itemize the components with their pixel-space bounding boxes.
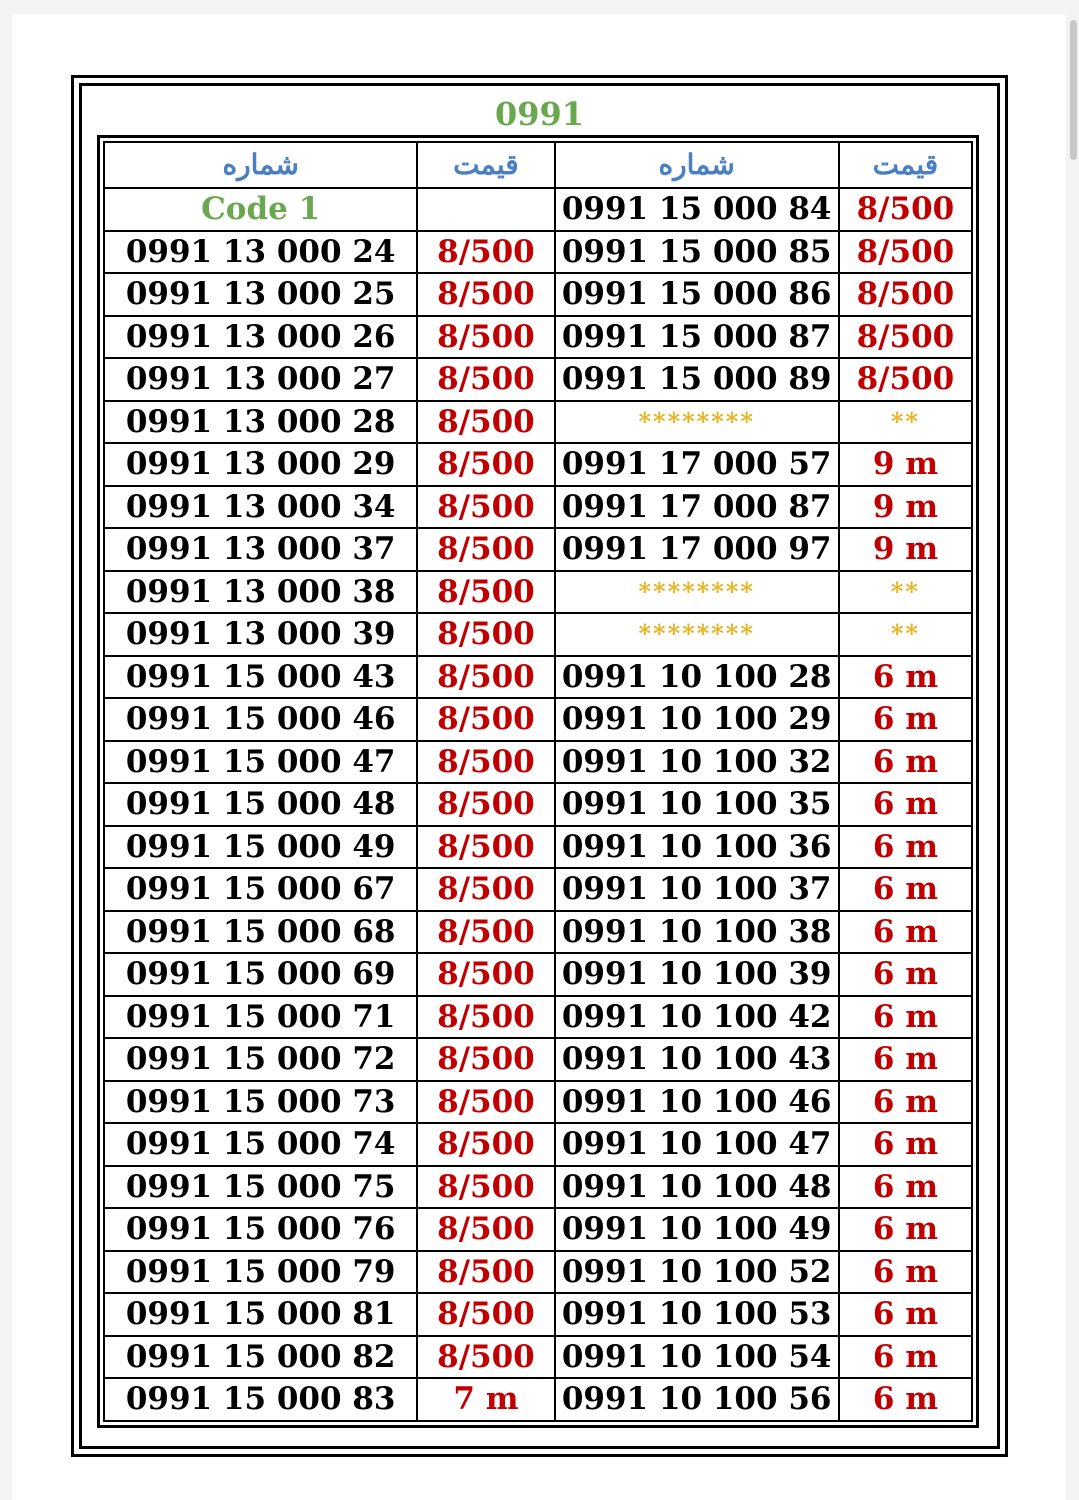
phone-number-right: 0991 10 100 56 bbox=[555, 1378, 839, 1421]
placeholder-stars-price: ** bbox=[839, 613, 972, 656]
price-left: 8/500 bbox=[417, 401, 554, 444]
table-row bbox=[104, 868, 972, 911]
placeholder-stars-price: ** bbox=[839, 401, 972, 444]
table-row bbox=[104, 656, 972, 699]
phone-number-right: 0991 10 100 32 bbox=[555, 741, 839, 784]
table-body bbox=[104, 188, 972, 1421]
table-row bbox=[104, 486, 972, 529]
table-row bbox=[104, 528, 972, 571]
phone-number-left: 0991 13 000 27 bbox=[104, 358, 417, 401]
table-row bbox=[104, 783, 972, 826]
placeholder-stars: ******** bbox=[555, 401, 839, 444]
phone-number-left: 0991 13 000 28 bbox=[104, 401, 417, 444]
price-right: 6 m bbox=[839, 1038, 972, 1081]
price-right: 6 m bbox=[839, 826, 972, 869]
price-right: 6 m bbox=[839, 1378, 972, 1421]
price-right: 6 m bbox=[839, 1336, 972, 1379]
price-left: 8/500 bbox=[417, 1208, 554, 1251]
price-right: 6 m bbox=[839, 1251, 972, 1294]
price-left: 8/500 bbox=[417, 1081, 554, 1124]
price-right: 8/500 bbox=[839, 316, 972, 359]
price-left: 8/500 bbox=[417, 656, 554, 699]
phone-number-right: 0991 10 100 48 bbox=[555, 1166, 839, 1209]
phone-number-right: 0991 17 000 97 bbox=[555, 528, 839, 571]
phone-number-left: 0991 13 000 37 bbox=[104, 528, 417, 571]
price-right: 6 m bbox=[839, 656, 972, 699]
phone-number-left: 0991 15 000 73 bbox=[104, 1081, 417, 1124]
phone-number-right: 0991 10 100 52 bbox=[555, 1251, 839, 1294]
price-table bbox=[103, 141, 973, 1422]
phone-number-left: 0991 15 000 83 bbox=[104, 1378, 417, 1421]
phone-number-right: 0991 10 100 29 bbox=[555, 698, 839, 741]
phone-number-left: 0991 15 000 49 bbox=[104, 826, 417, 869]
price-left: 8/500 bbox=[417, 1293, 554, 1336]
table-row bbox=[104, 443, 972, 486]
table-row bbox=[104, 1208, 972, 1251]
header-price-right: قیمت bbox=[839, 142, 972, 188]
page-title: 0991 bbox=[494, 95, 585, 133]
table-row bbox=[104, 273, 972, 316]
table-row bbox=[104, 826, 972, 869]
price-left: 8/500 bbox=[417, 1123, 554, 1166]
price-left: 8/500 bbox=[417, 868, 554, 911]
price-left: 7 m bbox=[417, 1378, 554, 1421]
price-right: 6 m bbox=[839, 1293, 972, 1336]
phone-number-right: 0991 10 100 46 bbox=[555, 1081, 839, 1124]
phone-number-left: 0991 15 000 47 bbox=[104, 741, 417, 784]
phone-number-right: 0991 15 000 86 bbox=[555, 273, 839, 316]
table-row bbox=[104, 1081, 972, 1124]
price-right: 6 m bbox=[839, 1081, 972, 1124]
scrollbar-thumb[interactable] bbox=[1070, 20, 1077, 160]
price-right: 6 m bbox=[839, 1166, 972, 1209]
price-right: 9 m bbox=[839, 528, 972, 571]
price-left: 8/500 bbox=[417, 953, 554, 996]
table-header-row bbox=[104, 142, 972, 188]
phone-number-right: 0991 15 000 85 bbox=[555, 231, 839, 274]
phone-number-left: 0991 13 000 26 bbox=[104, 316, 417, 359]
price-left: 8/500 bbox=[417, 528, 554, 571]
table-row bbox=[104, 401, 972, 444]
price-left: 8/500 bbox=[417, 443, 554, 486]
header-price-left: قیمت bbox=[417, 142, 554, 188]
phone-number-left: 0991 15 000 43 bbox=[104, 656, 417, 699]
price-right: 9 m bbox=[839, 443, 972, 486]
table-row bbox=[104, 613, 972, 656]
phone-number-left: 0991 15 000 82 bbox=[104, 1336, 417, 1379]
placeholder-stars-price: ** bbox=[839, 571, 972, 614]
table-row bbox=[104, 953, 972, 996]
header-number-left: شماره bbox=[104, 142, 417, 188]
phone-number-left: 0991 15 000 71 bbox=[104, 996, 417, 1039]
price-right: 6 m bbox=[839, 698, 972, 741]
price-right: 6 m bbox=[839, 868, 972, 911]
table-row bbox=[104, 1123, 972, 1166]
table-row bbox=[104, 1038, 972, 1081]
phone-number-right: 0991 10 100 54 bbox=[555, 1336, 839, 1379]
table-row bbox=[104, 1336, 972, 1379]
price-right: 6 m bbox=[839, 911, 972, 954]
phone-number-right: 0991 17 000 87 bbox=[555, 486, 839, 529]
price-right: 6 m bbox=[839, 741, 972, 784]
phone-number-left: 0991 13 000 29 bbox=[104, 443, 417, 486]
phone-number-left: 0991 15 000 81 bbox=[104, 1293, 417, 1336]
price-left: 8/500 bbox=[417, 1166, 554, 1209]
phone-number-right: 0991 10 100 39 bbox=[555, 953, 839, 996]
table-row bbox=[104, 231, 972, 274]
price-left: 8/500 bbox=[417, 1251, 554, 1294]
phone-number-left: 0991 13 000 34 bbox=[104, 486, 417, 529]
phone-number-left: 0991 13 000 39 bbox=[104, 613, 417, 656]
phone-number-left: 0991 13 000 25 bbox=[104, 273, 417, 316]
phone-number-left: 0991 15 000 79 bbox=[104, 1251, 417, 1294]
phone-number-left: 0991 15 000 69 bbox=[104, 953, 417, 996]
price-left: 8/500 bbox=[417, 273, 554, 316]
phone-number-right: 0991 10 100 53 bbox=[555, 1293, 839, 1336]
price-left: 8/500 bbox=[417, 741, 554, 784]
phone-number-left: 0991 13 000 24 bbox=[104, 231, 417, 274]
phone-number-left: 0991 15 000 72 bbox=[104, 1038, 417, 1081]
price-left: 8/500 bbox=[417, 1336, 554, 1379]
phone-number-right: 0991 15 000 87 bbox=[555, 316, 839, 359]
phone-number-right: 0991 10 100 37 bbox=[555, 868, 839, 911]
phone-number-right: 0991 15 000 84 bbox=[555, 188, 839, 231]
price-table-container bbox=[97, 135, 979, 1428]
table-row bbox=[104, 1378, 972, 1421]
table-row bbox=[104, 741, 972, 784]
table-row bbox=[104, 911, 972, 954]
price-left: 8/500 bbox=[417, 358, 554, 401]
table-row bbox=[104, 698, 972, 741]
price-right: 8/500 bbox=[839, 188, 972, 231]
phone-number-right: 0991 10 100 36 bbox=[555, 826, 839, 869]
price-right: 6 m bbox=[839, 953, 972, 996]
placeholder-stars: ******** bbox=[555, 571, 839, 614]
price-left: 8/500 bbox=[417, 996, 554, 1039]
header-number-right: شماره bbox=[555, 142, 839, 188]
phone-number-right: 0991 10 100 42 bbox=[555, 996, 839, 1039]
price-right: 6 m bbox=[839, 996, 972, 1039]
price-left: 8/500 bbox=[417, 316, 554, 359]
phone-number-right: 0991 15 000 89 bbox=[555, 358, 839, 401]
phone-number-right: 0991 10 100 43 bbox=[555, 1038, 839, 1081]
phone-number-right: 0991 10 100 28 bbox=[555, 656, 839, 699]
price-left: 8/500 bbox=[417, 231, 554, 274]
placeholder-stars: ******** bbox=[555, 613, 839, 656]
price-right: 8/500 bbox=[839, 358, 972, 401]
phone-number-right: 0991 17 000 57 bbox=[555, 443, 839, 486]
table-row bbox=[104, 1166, 972, 1209]
phone-number-left: 0991 15 000 46 bbox=[104, 698, 417, 741]
phone-number-left: 0991 15 000 76 bbox=[104, 1208, 417, 1251]
price-left: 8/500 bbox=[417, 911, 554, 954]
price-right: 9 m bbox=[839, 486, 972, 529]
price-left: 8/500 bbox=[417, 698, 554, 741]
table-row bbox=[104, 1251, 972, 1294]
phone-number-left: 0991 15 000 68 bbox=[104, 911, 417, 954]
price-left: 8/500 bbox=[417, 826, 554, 869]
price-left: 8/500 bbox=[417, 1038, 554, 1081]
phone-number-right: 0991 10 100 47 bbox=[555, 1123, 839, 1166]
price-right: 6 m bbox=[839, 1208, 972, 1251]
table-row bbox=[104, 358, 972, 401]
table-row bbox=[104, 188, 972, 231]
phone-number-left: 0991 15 000 74 bbox=[104, 1123, 417, 1166]
table-row bbox=[104, 571, 972, 614]
price-right: 6 m bbox=[839, 783, 972, 826]
phone-number-left: 0991 15 000 75 bbox=[104, 1166, 417, 1209]
price-right: 6 m bbox=[839, 1123, 972, 1166]
price-left: 8/500 bbox=[417, 613, 554, 656]
table-row bbox=[104, 1293, 972, 1336]
phone-number-left: 0991 15 000 48 bbox=[104, 783, 417, 826]
code-label: Code 1 bbox=[104, 188, 417, 231]
phone-number-right: 0991 10 100 49 bbox=[555, 1208, 839, 1251]
phone-number-left: 0991 15 000 67 bbox=[104, 868, 417, 911]
price-left: 8/500 bbox=[417, 571, 554, 614]
table-row bbox=[104, 316, 972, 359]
price-left: 8/500 bbox=[417, 486, 554, 529]
phone-number-right: 0991 10 100 35 bbox=[555, 783, 839, 826]
price-left bbox=[417, 188, 554, 231]
price-left: 8/500 bbox=[417, 783, 554, 826]
phone-number-left: 0991 13 000 38 bbox=[104, 571, 417, 614]
table-row bbox=[104, 996, 972, 1039]
price-right: 8/500 bbox=[839, 273, 972, 316]
price-right: 8/500 bbox=[839, 231, 972, 274]
phone-number-right: 0991 10 100 38 bbox=[555, 911, 839, 954]
